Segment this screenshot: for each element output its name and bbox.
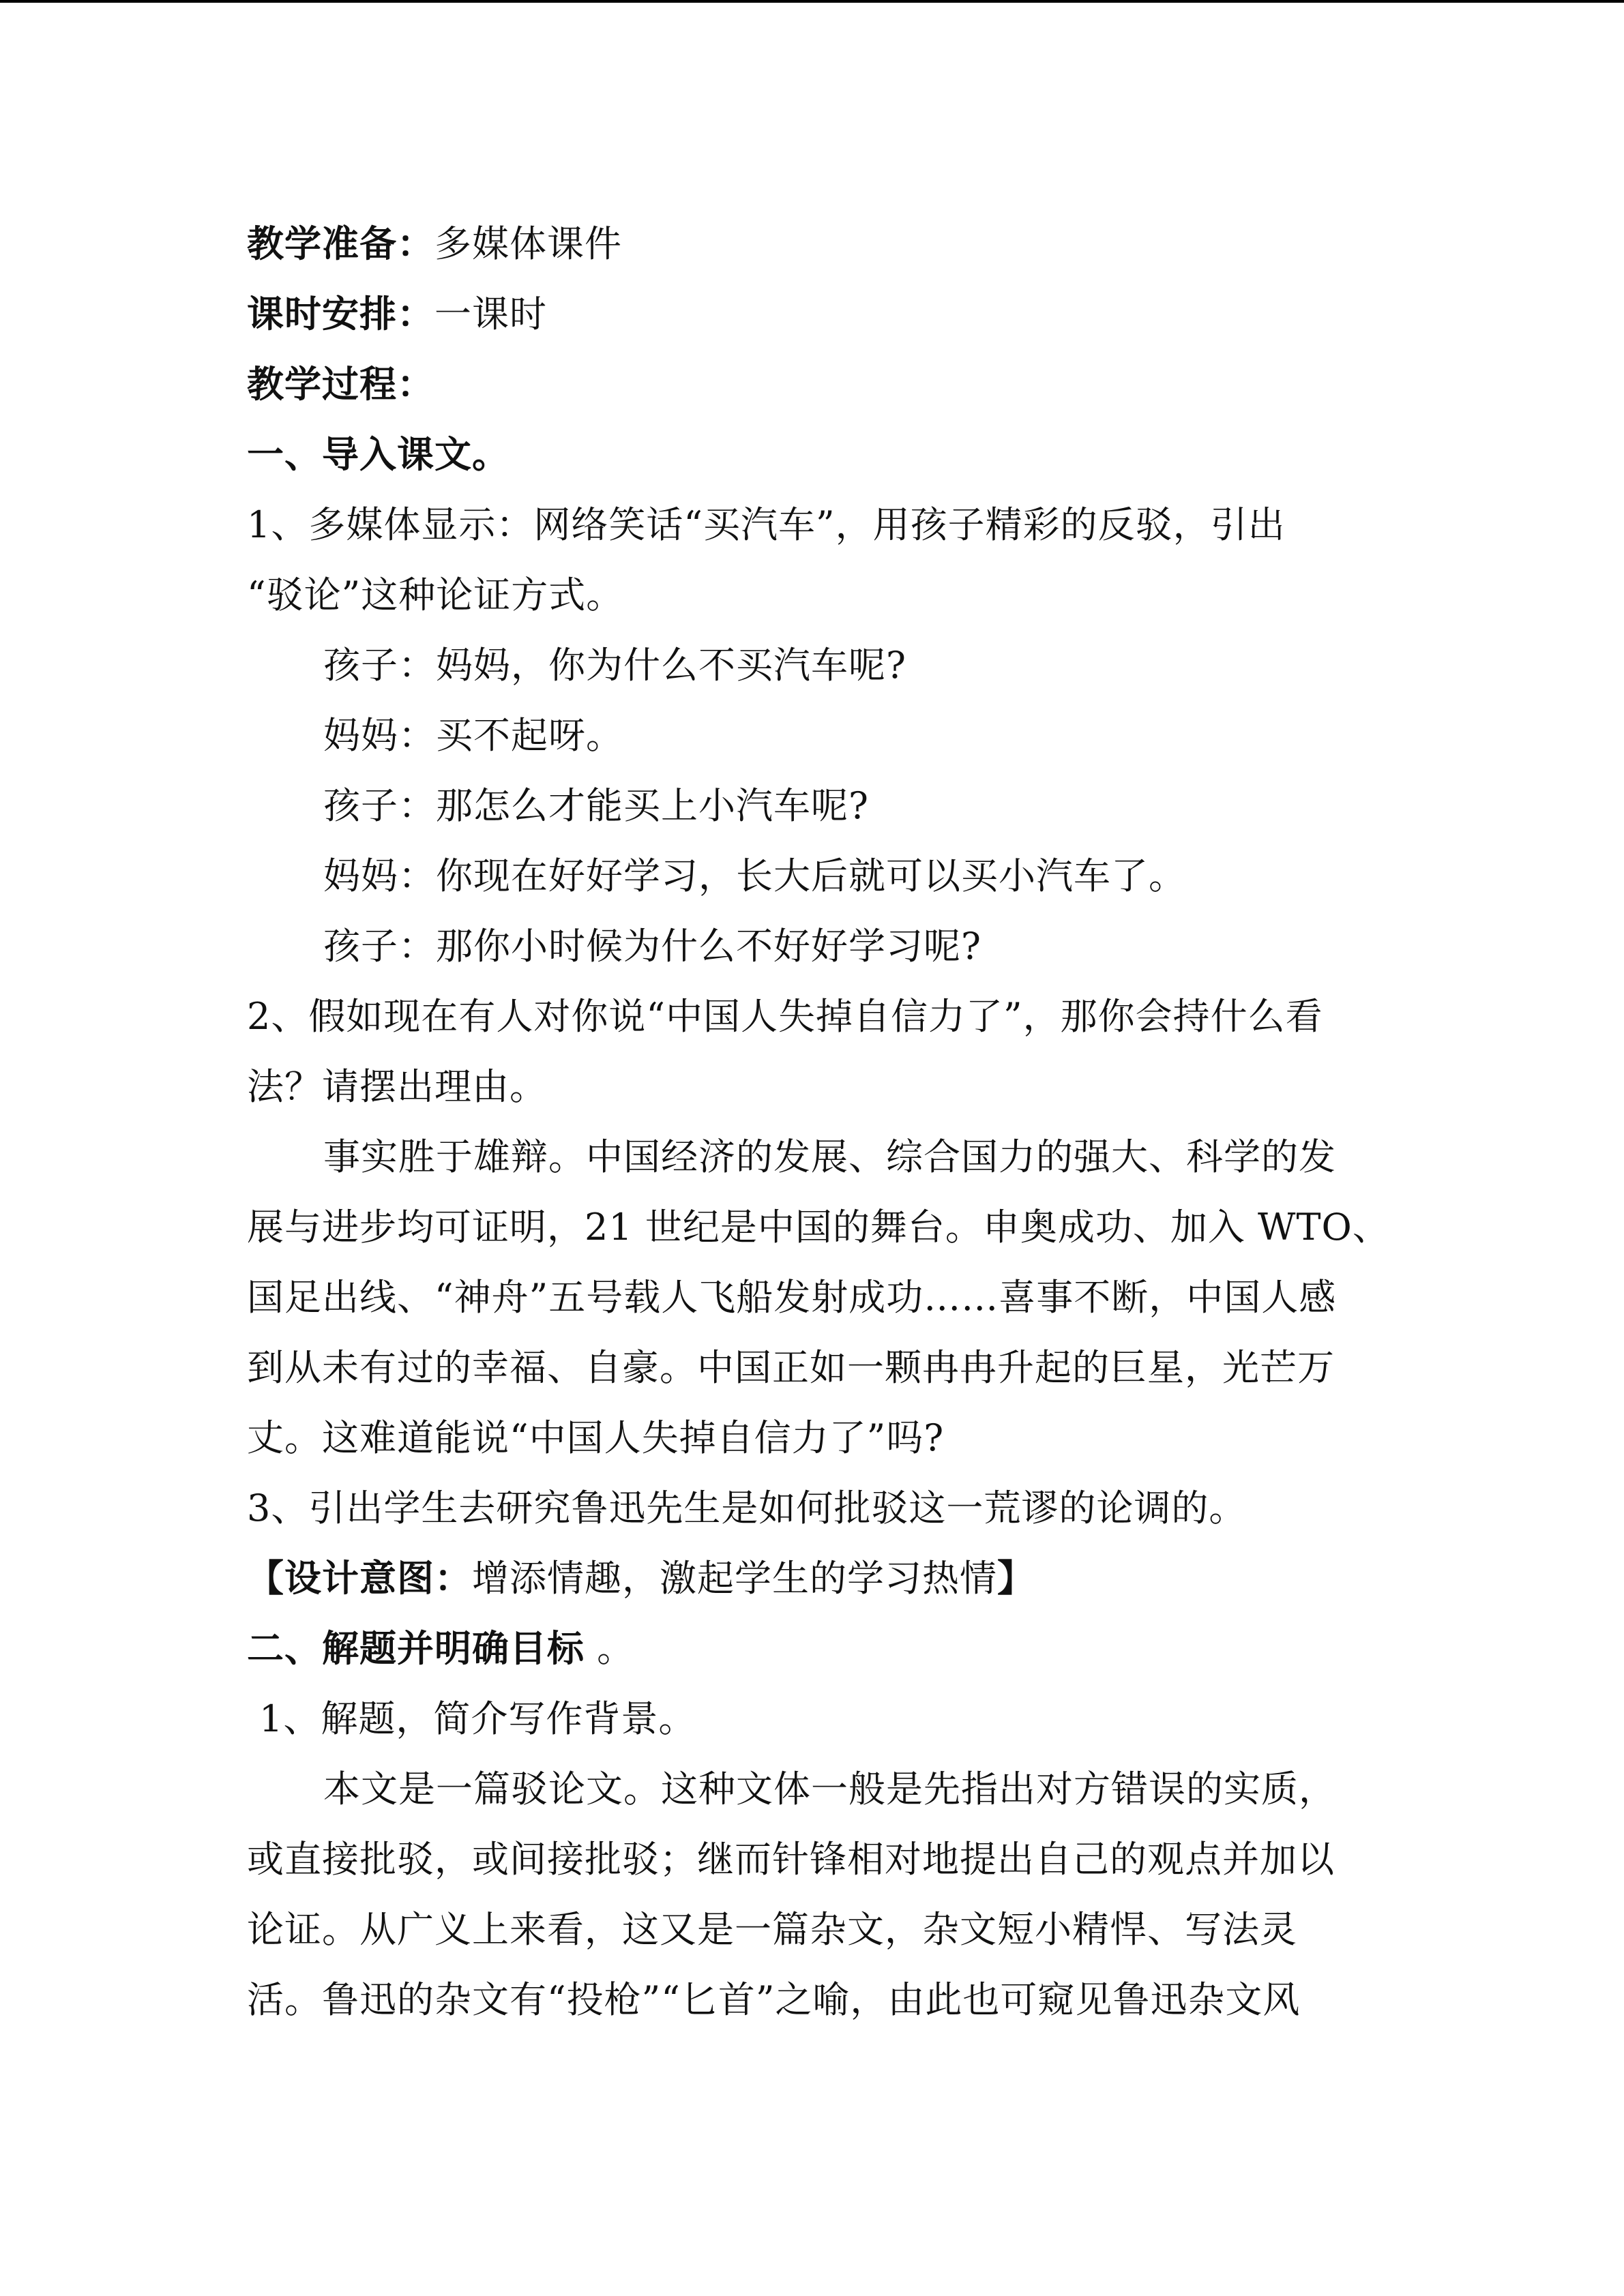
design-intent-text: 增添情趣，激起学生的学习热情: [472, 1557, 997, 1600]
prep-line: [247, 209, 1379, 279]
dialogue-line: 孩子：那怎么才能买上小汽车呢?: [323, 784, 869, 827]
process-heading: [247, 349, 1379, 419]
paragraph-line: 论证。从广义上来看，这又是一篇杂文，杂文短小精悍、写法灵: [247, 1908, 1297, 1951]
design-intent-line: [247, 1543, 1379, 1613]
paragraph-line: 丈。这难道能说“中国人失掉自信力了”吗?: [247, 1416, 945, 1459]
paragraph-line: 国足出线、“神舟”五号载人飞船发射成功……喜事不断，中国人感: [247, 1276, 1337, 1319]
section-one-heading: [247, 419, 1379, 490]
dialogue-line: 孩子：那你小时候为什么不好好学习呢?: [323, 925, 981, 968]
paragraph-line: 事实胜于雄辩。中国经济的发展、综合国力的强大、科学的发: [323, 1135, 1336, 1178]
dialogue-line: 妈妈：你现在好好学习，长大后就可以买小汽车了。: [323, 854, 1186, 897]
paragraph-line: 活。鲁迅的杂文有“投枪”“匕首”之喻，由此也可窥见鲁迅杂文风: [247, 1978, 1301, 2021]
schedule-line: [247, 279, 1379, 349]
document-page: [247, 209, 1390, 2035]
paragraph-line: 1、解题，简介写作背景。: [259, 1697, 696, 1740]
dialogue-line: 孩子：妈妈，你为什么不买汽车呢?: [323, 644, 906, 687]
paragraph-line: 法？请摆出理由。: [247, 1065, 547, 1108]
dialogue-line: 妈妈：买不起呀。: [323, 714, 623, 757]
schedule-label: 课时安排：: [247, 292, 434, 336]
paragraph-line: 本文是一篇驳论文。这种文体一般是先指出对方错误的实质，: [323, 1768, 1336, 1810]
design-intent-label: 【设计意图：: [247, 1556, 472, 1600]
paragraph-line: “驳论”这种论证方式。: [247, 573, 624, 616]
schedule-value: 一课时: [434, 293, 547, 336]
paragraph-line: 展与进步均可证明，21 世纪是中国的舞台。申奥成功、加入 WTO、: [247, 1206, 1390, 1249]
paragraph-line: 2、假如现在有人对你说“中国人失掉自信力了”，那你会持什么看: [247, 995, 1323, 1038]
section-one-title: 一、导入课文。: [247, 432, 510, 476]
section-two-tail: 。: [585, 1627, 635, 1670]
paragraph-line: 到从未有过的幸福、自豪。中国正如一颗冉冉升起的巨星，光芒万: [247, 1346, 1335, 1389]
paragraph-line: 3、引出学生去研究鲁迅先生是如何批驳这一荒谬的论调的。: [247, 1487, 1247, 1530]
page-top-border: [0, 0, 1624, 3]
paragraph-line: 或直接批驳，或间接批驳；继而针锋相对地提出自己的观点并加以: [247, 1838, 1335, 1881]
paragraph-line: 1、多媒体显示：网络笑话“买汽车”，用孩子精彩的反驳，引出: [247, 503, 1286, 546]
section-two-heading: [247, 1613, 1379, 1684]
section-two-title: 二、解题并明确目标: [247, 1626, 585, 1670]
prep-label: 教学准备：: [247, 222, 434, 265]
process-label: 教学过程：: [247, 362, 434, 406]
prep-value: 多媒体课件: [434, 222, 622, 265]
design-intent-close: 】: [997, 1556, 1035, 1600]
